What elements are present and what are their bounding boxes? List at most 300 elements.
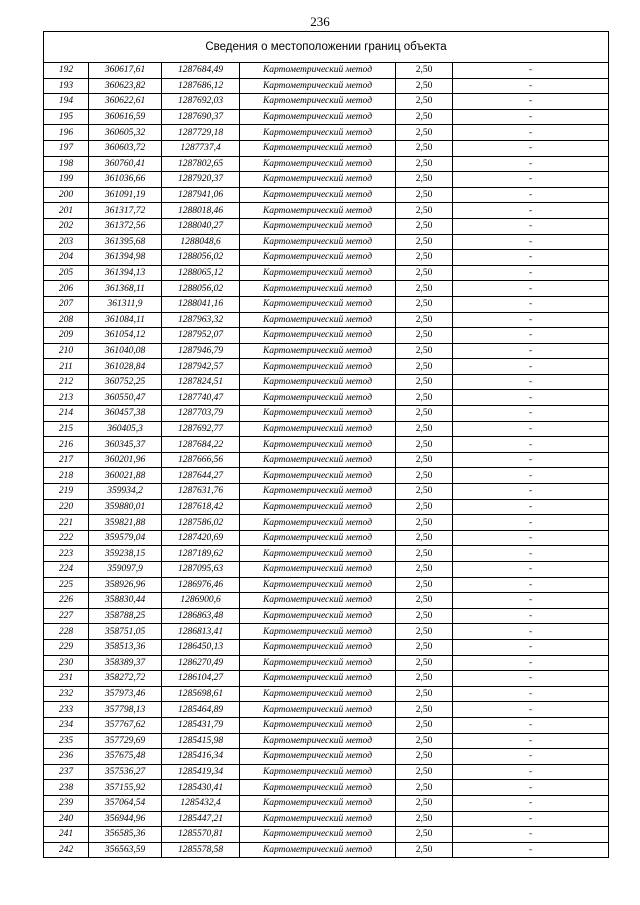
method-cell: Картометрический метод bbox=[240, 842, 396, 858]
table-row bbox=[44, 78, 609, 94]
point-number-cell: 238 bbox=[44, 780, 89, 796]
x-coordinate-cell: 359238,15 bbox=[89, 546, 162, 562]
point-number-cell: 215 bbox=[44, 421, 89, 437]
table-header-row bbox=[44, 32, 609, 63]
table-row bbox=[44, 702, 609, 718]
x-coordinate-cell: 359097,9 bbox=[89, 562, 162, 578]
y-coordinate-cell: 1287692,03 bbox=[162, 94, 240, 110]
y-coordinate-cell: 1287703,79 bbox=[162, 406, 240, 422]
x-coordinate-cell: 357155,92 bbox=[89, 780, 162, 796]
y-coordinate-cell: 1287684,22 bbox=[162, 437, 240, 453]
table-row bbox=[44, 390, 609, 406]
accuracy-cell: 2,50 bbox=[396, 406, 453, 422]
y-coordinate-cell: 1287824,51 bbox=[162, 374, 240, 390]
point-number-cell: 242 bbox=[44, 842, 89, 858]
description-cell: - bbox=[453, 437, 609, 453]
table-row bbox=[44, 749, 609, 765]
table-row bbox=[44, 499, 609, 515]
accuracy-cell: 2,50 bbox=[396, 702, 453, 718]
method-cell: Картометрический метод bbox=[240, 562, 396, 578]
point-number-cell: 211 bbox=[44, 359, 89, 375]
point-number-cell: 212 bbox=[44, 374, 89, 390]
x-coordinate-cell: 361040,08 bbox=[89, 343, 162, 359]
table-title: Сведения о местоположении границ объекта bbox=[44, 32, 609, 63]
method-cell: Картометрический метод bbox=[240, 530, 396, 546]
y-coordinate-cell: 1286104,27 bbox=[162, 671, 240, 687]
y-coordinate-cell: 1287952,07 bbox=[162, 328, 240, 344]
table-row bbox=[44, 296, 609, 312]
method-cell: Картометрический метод bbox=[240, 218, 396, 234]
point-number-cell: 219 bbox=[44, 484, 89, 500]
x-coordinate-cell: 358788,25 bbox=[89, 608, 162, 624]
accuracy-cell: 2,50 bbox=[396, 63, 453, 79]
description-cell: - bbox=[453, 671, 609, 687]
method-cell: Картометрический метод bbox=[240, 733, 396, 749]
x-coordinate-cell: 360760,41 bbox=[89, 156, 162, 172]
method-cell: Картометрический метод bbox=[240, 686, 396, 702]
x-coordinate-cell: 356585,36 bbox=[89, 827, 162, 843]
method-cell: Картометрический метод bbox=[240, 484, 396, 500]
point-number-cell: 237 bbox=[44, 764, 89, 780]
y-coordinate-cell: 1286863,48 bbox=[162, 608, 240, 624]
description-cell: - bbox=[453, 94, 609, 110]
point-number-cell: 205 bbox=[44, 265, 89, 281]
accuracy-cell: 2,50 bbox=[396, 655, 453, 671]
y-coordinate-cell: 1287618,42 bbox=[162, 499, 240, 515]
y-coordinate-cell: 1285431,79 bbox=[162, 717, 240, 733]
description-cell: - bbox=[453, 468, 609, 484]
description-cell: - bbox=[453, 172, 609, 188]
method-cell: Картометрический метод bbox=[240, 374, 396, 390]
y-coordinate-cell: 1285698,61 bbox=[162, 686, 240, 702]
description-cell: - bbox=[453, 156, 609, 172]
x-coordinate-cell: 358830,44 bbox=[89, 593, 162, 609]
method-cell: Картометрический метод bbox=[240, 499, 396, 515]
method-cell: Картометрический метод bbox=[240, 265, 396, 281]
y-coordinate-cell: 1287692,77 bbox=[162, 421, 240, 437]
method-cell: Картометрический метод bbox=[240, 764, 396, 780]
table-row bbox=[44, 234, 609, 250]
x-coordinate-cell: 356944,96 bbox=[89, 811, 162, 827]
x-coordinate-cell: 360405,3 bbox=[89, 421, 162, 437]
table-row bbox=[44, 312, 609, 328]
accuracy-cell: 2,50 bbox=[396, 686, 453, 702]
method-cell: Картометрический метод bbox=[240, 187, 396, 203]
point-number-cell: 217 bbox=[44, 452, 89, 468]
boundary-coordinates-table bbox=[43, 31, 609, 858]
y-coordinate-cell: 1286900,6 bbox=[162, 593, 240, 609]
point-number-cell: 214 bbox=[44, 406, 89, 422]
method-cell: Картометрический метод bbox=[240, 172, 396, 188]
method-cell: Картометрический метод bbox=[240, 577, 396, 593]
point-number-cell: 207 bbox=[44, 296, 89, 312]
description-cell: - bbox=[453, 250, 609, 266]
description-cell: - bbox=[453, 218, 609, 234]
y-coordinate-cell: 1286270,49 bbox=[162, 655, 240, 671]
method-cell: Картометрический метод bbox=[240, 811, 396, 827]
accuracy-cell: 2,50 bbox=[396, 530, 453, 546]
description-cell: - bbox=[453, 452, 609, 468]
accuracy-cell: 2,50 bbox=[396, 343, 453, 359]
method-cell: Картометрический метод bbox=[240, 671, 396, 687]
x-coordinate-cell: 357675,48 bbox=[89, 749, 162, 765]
description-cell: - bbox=[453, 125, 609, 141]
x-coordinate-cell: 361084,11 bbox=[89, 312, 162, 328]
description-cell: - bbox=[453, 265, 609, 281]
point-number-cell: 229 bbox=[44, 639, 89, 655]
method-cell: Картометрический метод bbox=[240, 593, 396, 609]
table-row bbox=[44, 140, 609, 156]
point-number-cell: 220 bbox=[44, 499, 89, 515]
point-number-cell: 193 bbox=[44, 78, 89, 94]
description-cell: - bbox=[453, 577, 609, 593]
y-coordinate-cell: 1287737,4 bbox=[162, 140, 240, 156]
description-cell: - bbox=[453, 546, 609, 562]
point-number-cell: 200 bbox=[44, 187, 89, 203]
x-coordinate-cell: 358513,36 bbox=[89, 639, 162, 655]
table-row bbox=[44, 686, 609, 702]
method-cell: Картометрический метод bbox=[240, 827, 396, 843]
method-cell: Картометрический метод bbox=[240, 468, 396, 484]
method-cell: Картометрический метод bbox=[240, 296, 396, 312]
accuracy-cell: 2,50 bbox=[396, 281, 453, 297]
description-cell: - bbox=[453, 296, 609, 312]
point-number-cell: 210 bbox=[44, 343, 89, 359]
accuracy-cell: 2,50 bbox=[396, 499, 453, 515]
accuracy-cell: 2,50 bbox=[396, 452, 453, 468]
method-cell: Картометрический метод bbox=[240, 94, 396, 110]
description-cell: - bbox=[453, 328, 609, 344]
table-row bbox=[44, 63, 609, 79]
accuracy-cell: 2,50 bbox=[396, 312, 453, 328]
description-cell: - bbox=[453, 406, 609, 422]
x-coordinate-cell: 360345,37 bbox=[89, 437, 162, 453]
point-number-cell: 195 bbox=[44, 109, 89, 125]
point-number-cell: 198 bbox=[44, 156, 89, 172]
accuracy-cell: 2,50 bbox=[396, 374, 453, 390]
x-coordinate-cell: 357767,62 bbox=[89, 717, 162, 733]
method-cell: Картометрический метод bbox=[240, 109, 396, 125]
point-number-cell: 231 bbox=[44, 671, 89, 687]
point-number-cell: 216 bbox=[44, 437, 89, 453]
point-number-cell: 240 bbox=[44, 811, 89, 827]
table-row bbox=[44, 530, 609, 546]
table-row bbox=[44, 764, 609, 780]
description-cell: - bbox=[453, 374, 609, 390]
table-row bbox=[44, 484, 609, 500]
table-row bbox=[44, 608, 609, 624]
description-cell: - bbox=[453, 281, 609, 297]
accuracy-cell: 2,50 bbox=[396, 156, 453, 172]
method-cell: Картометрический метод bbox=[240, 343, 396, 359]
x-coordinate-cell: 360021,88 bbox=[89, 468, 162, 484]
description-cell: - bbox=[453, 530, 609, 546]
y-coordinate-cell: 1285430,41 bbox=[162, 780, 240, 796]
x-coordinate-cell: 360623,82 bbox=[89, 78, 162, 94]
table-row bbox=[44, 218, 609, 234]
table-row bbox=[44, 359, 609, 375]
y-coordinate-cell: 1285415,98 bbox=[162, 733, 240, 749]
method-cell: Картометрический метод bbox=[240, 795, 396, 811]
point-number-cell: 218 bbox=[44, 468, 89, 484]
description-cell: - bbox=[453, 359, 609, 375]
method-cell: Картометрический метод bbox=[240, 780, 396, 796]
y-coordinate-cell: 1287942,57 bbox=[162, 359, 240, 375]
accuracy-cell: 2,50 bbox=[396, 468, 453, 484]
x-coordinate-cell: 360457,38 bbox=[89, 406, 162, 422]
description-cell: - bbox=[453, 562, 609, 578]
point-number-cell: 224 bbox=[44, 562, 89, 578]
accuracy-cell: 2,50 bbox=[396, 421, 453, 437]
method-cell: Картометрический метод bbox=[240, 437, 396, 453]
description-cell: - bbox=[453, 421, 609, 437]
accuracy-cell: 2,50 bbox=[396, 265, 453, 281]
y-coordinate-cell: 1285447,21 bbox=[162, 811, 240, 827]
description-cell: - bbox=[453, 390, 609, 406]
point-number-cell: 232 bbox=[44, 686, 89, 702]
accuracy-cell: 2,50 bbox=[396, 639, 453, 655]
point-number-cell: 206 bbox=[44, 281, 89, 297]
accuracy-cell: 2,50 bbox=[396, 218, 453, 234]
accuracy-cell: 2,50 bbox=[396, 795, 453, 811]
accuracy-cell: 2,50 bbox=[396, 484, 453, 500]
y-coordinate-cell: 1287740,47 bbox=[162, 390, 240, 406]
method-cell: Картометрический метод bbox=[240, 156, 396, 172]
x-coordinate-cell: 360616,59 bbox=[89, 109, 162, 125]
y-coordinate-cell: 1285432,4 bbox=[162, 795, 240, 811]
method-cell: Картометрический метод bbox=[240, 421, 396, 437]
page-number: 236 bbox=[310, 14, 330, 29]
y-coordinate-cell: 1288048,6 bbox=[162, 234, 240, 250]
accuracy-cell: 2,50 bbox=[396, 109, 453, 125]
accuracy-cell: 2,50 bbox=[396, 842, 453, 858]
point-number-cell: 225 bbox=[44, 577, 89, 593]
y-coordinate-cell: 1287690,37 bbox=[162, 109, 240, 125]
x-coordinate-cell: 361036,66 bbox=[89, 172, 162, 188]
y-coordinate-cell: 1287946,79 bbox=[162, 343, 240, 359]
y-coordinate-cell: 1286976,46 bbox=[162, 577, 240, 593]
table-row bbox=[44, 374, 609, 390]
y-coordinate-cell: 1287666,56 bbox=[162, 452, 240, 468]
method-cell: Картометрический метод bbox=[240, 250, 396, 266]
table-row bbox=[44, 780, 609, 796]
x-coordinate-cell: 360617,61 bbox=[89, 63, 162, 79]
y-coordinate-cell: 1287684,49 bbox=[162, 63, 240, 79]
x-coordinate-cell: 361395,68 bbox=[89, 234, 162, 250]
x-coordinate-cell: 357064,54 bbox=[89, 795, 162, 811]
description-cell: - bbox=[453, 795, 609, 811]
description-cell: - bbox=[453, 686, 609, 702]
y-coordinate-cell: 1285416,34 bbox=[162, 749, 240, 765]
point-number-cell: 201 bbox=[44, 203, 89, 219]
table-row bbox=[44, 671, 609, 687]
x-coordinate-cell: 361394,13 bbox=[89, 265, 162, 281]
x-coordinate-cell: 361368,11 bbox=[89, 281, 162, 297]
table-body bbox=[44, 63, 609, 858]
x-coordinate-cell: 357973,46 bbox=[89, 686, 162, 702]
x-coordinate-cell: 357729,69 bbox=[89, 733, 162, 749]
x-coordinate-cell: 359579,04 bbox=[89, 530, 162, 546]
description-cell: - bbox=[453, 702, 609, 718]
accuracy-cell: 2,50 bbox=[396, 250, 453, 266]
table-row bbox=[44, 717, 609, 733]
point-number-cell: 223 bbox=[44, 546, 89, 562]
x-coordinate-cell: 357798,13 bbox=[89, 702, 162, 718]
description-cell: - bbox=[453, 109, 609, 125]
x-coordinate-cell: 361394,98 bbox=[89, 250, 162, 266]
y-coordinate-cell: 1285570,81 bbox=[162, 827, 240, 843]
accuracy-cell: 2,50 bbox=[396, 203, 453, 219]
table-row bbox=[44, 172, 609, 188]
method-cell: Картометрический метод bbox=[240, 608, 396, 624]
accuracy-cell: 2,50 bbox=[396, 172, 453, 188]
table-row bbox=[44, 452, 609, 468]
description-cell: - bbox=[453, 639, 609, 655]
point-number-cell: 221 bbox=[44, 515, 89, 531]
point-number-cell: 213 bbox=[44, 390, 89, 406]
method-cell: Картометрический метод bbox=[240, 749, 396, 765]
y-coordinate-cell: 1286450,13 bbox=[162, 639, 240, 655]
description-cell: - bbox=[453, 733, 609, 749]
table-row bbox=[44, 515, 609, 531]
table-row bbox=[44, 406, 609, 422]
x-coordinate-cell: 358389,37 bbox=[89, 655, 162, 671]
accuracy-cell: 2,50 bbox=[396, 593, 453, 609]
x-coordinate-cell: 360605,32 bbox=[89, 125, 162, 141]
description-cell: - bbox=[453, 811, 609, 827]
y-coordinate-cell: 1287095,63 bbox=[162, 562, 240, 578]
point-number-cell: 197 bbox=[44, 140, 89, 156]
table-row bbox=[44, 468, 609, 484]
description-cell: - bbox=[453, 63, 609, 79]
point-number-cell: 204 bbox=[44, 250, 89, 266]
method-cell: Картометрический метод bbox=[240, 140, 396, 156]
description-cell: - bbox=[453, 827, 609, 843]
method-cell: Картометрический метод bbox=[240, 546, 396, 562]
table-row bbox=[44, 125, 609, 141]
accuracy-cell: 2,50 bbox=[396, 717, 453, 733]
table-row bbox=[44, 281, 609, 297]
accuracy-cell: 2,50 bbox=[396, 187, 453, 203]
point-number-cell: 203 bbox=[44, 234, 89, 250]
point-number-cell: 194 bbox=[44, 94, 89, 110]
x-coordinate-cell: 361054,12 bbox=[89, 328, 162, 344]
accuracy-cell: 2,50 bbox=[396, 296, 453, 312]
table-row bbox=[44, 577, 609, 593]
x-coordinate-cell: 361317,72 bbox=[89, 203, 162, 219]
method-cell: Картометрический метод bbox=[240, 203, 396, 219]
table-row bbox=[44, 546, 609, 562]
table-row bbox=[44, 827, 609, 843]
y-coordinate-cell: 1288040,27 bbox=[162, 218, 240, 234]
y-coordinate-cell: 1287420,69 bbox=[162, 530, 240, 546]
table-row bbox=[44, 733, 609, 749]
x-coordinate-cell: 361311,9 bbox=[89, 296, 162, 312]
point-number-cell: 230 bbox=[44, 655, 89, 671]
y-coordinate-cell: 1288056,02 bbox=[162, 281, 240, 297]
accuracy-cell: 2,50 bbox=[396, 328, 453, 344]
description-cell: - bbox=[453, 312, 609, 328]
table-row bbox=[44, 655, 609, 671]
x-coordinate-cell: 361372,56 bbox=[89, 218, 162, 234]
description-cell: - bbox=[453, 717, 609, 733]
accuracy-cell: 2,50 bbox=[396, 437, 453, 453]
x-coordinate-cell: 360550,47 bbox=[89, 390, 162, 406]
description-cell: - bbox=[453, 593, 609, 609]
table-row bbox=[44, 842, 609, 858]
description-cell: - bbox=[453, 842, 609, 858]
description-cell: - bbox=[453, 343, 609, 359]
description-cell: - bbox=[453, 749, 609, 765]
table-row bbox=[44, 156, 609, 172]
table-row bbox=[44, 437, 609, 453]
table-row bbox=[44, 328, 609, 344]
method-cell: Картометрический метод bbox=[240, 406, 396, 422]
x-coordinate-cell: 360603,72 bbox=[89, 140, 162, 156]
method-cell: Картометрический метод bbox=[240, 78, 396, 94]
accuracy-cell: 2,50 bbox=[396, 780, 453, 796]
x-coordinate-cell: 358751,05 bbox=[89, 624, 162, 640]
accuracy-cell: 2,50 bbox=[396, 733, 453, 749]
point-number-cell: 234 bbox=[44, 717, 89, 733]
method-cell: Картометрический метод bbox=[240, 452, 396, 468]
accuracy-cell: 2,50 bbox=[396, 671, 453, 687]
y-coordinate-cell: 1285578,58 bbox=[162, 842, 240, 858]
description-cell: - bbox=[453, 78, 609, 94]
y-coordinate-cell: 1288065,12 bbox=[162, 265, 240, 281]
x-coordinate-cell: 361091,19 bbox=[89, 187, 162, 203]
point-number-cell: 239 bbox=[44, 795, 89, 811]
x-coordinate-cell: 360622,61 bbox=[89, 94, 162, 110]
description-cell: - bbox=[453, 780, 609, 796]
method-cell: Картометрический метод bbox=[240, 312, 396, 328]
method-cell: Картометрический метод bbox=[240, 63, 396, 79]
description-cell: - bbox=[453, 203, 609, 219]
accuracy-cell: 2,50 bbox=[396, 515, 453, 531]
accuracy-cell: 2,50 bbox=[396, 78, 453, 94]
method-cell: Картометрический метод bbox=[240, 702, 396, 718]
method-cell: Картометрический метод bbox=[240, 328, 396, 344]
description-cell: - bbox=[453, 608, 609, 624]
description-cell: - bbox=[453, 187, 609, 203]
method-cell: Картометрический метод bbox=[240, 515, 396, 531]
y-coordinate-cell: 1287802,65 bbox=[162, 156, 240, 172]
table-row bbox=[44, 811, 609, 827]
point-number-cell: 202 bbox=[44, 218, 89, 234]
table-row bbox=[44, 639, 609, 655]
table-row bbox=[44, 593, 609, 609]
x-coordinate-cell: 359934,2 bbox=[89, 484, 162, 500]
description-cell: - bbox=[453, 499, 609, 515]
y-coordinate-cell: 1287586,02 bbox=[162, 515, 240, 531]
method-cell: Картометрический метод bbox=[240, 624, 396, 640]
point-number-cell: 192 bbox=[44, 63, 89, 79]
point-number-cell: 228 bbox=[44, 624, 89, 640]
y-coordinate-cell: 1287920,37 bbox=[162, 172, 240, 188]
description-cell: - bbox=[453, 764, 609, 780]
method-cell: Картометрический метод bbox=[240, 717, 396, 733]
point-number-cell: 226 bbox=[44, 593, 89, 609]
x-coordinate-cell: 359880,01 bbox=[89, 499, 162, 515]
point-number-cell: 199 bbox=[44, 172, 89, 188]
x-coordinate-cell: 360201,96 bbox=[89, 452, 162, 468]
method-cell: Картометрический метод bbox=[240, 125, 396, 141]
accuracy-cell: 2,50 bbox=[396, 125, 453, 141]
table-row bbox=[44, 109, 609, 125]
point-number-cell: 236 bbox=[44, 749, 89, 765]
x-coordinate-cell: 358926,96 bbox=[89, 577, 162, 593]
method-cell: Картометрический метод bbox=[240, 655, 396, 671]
